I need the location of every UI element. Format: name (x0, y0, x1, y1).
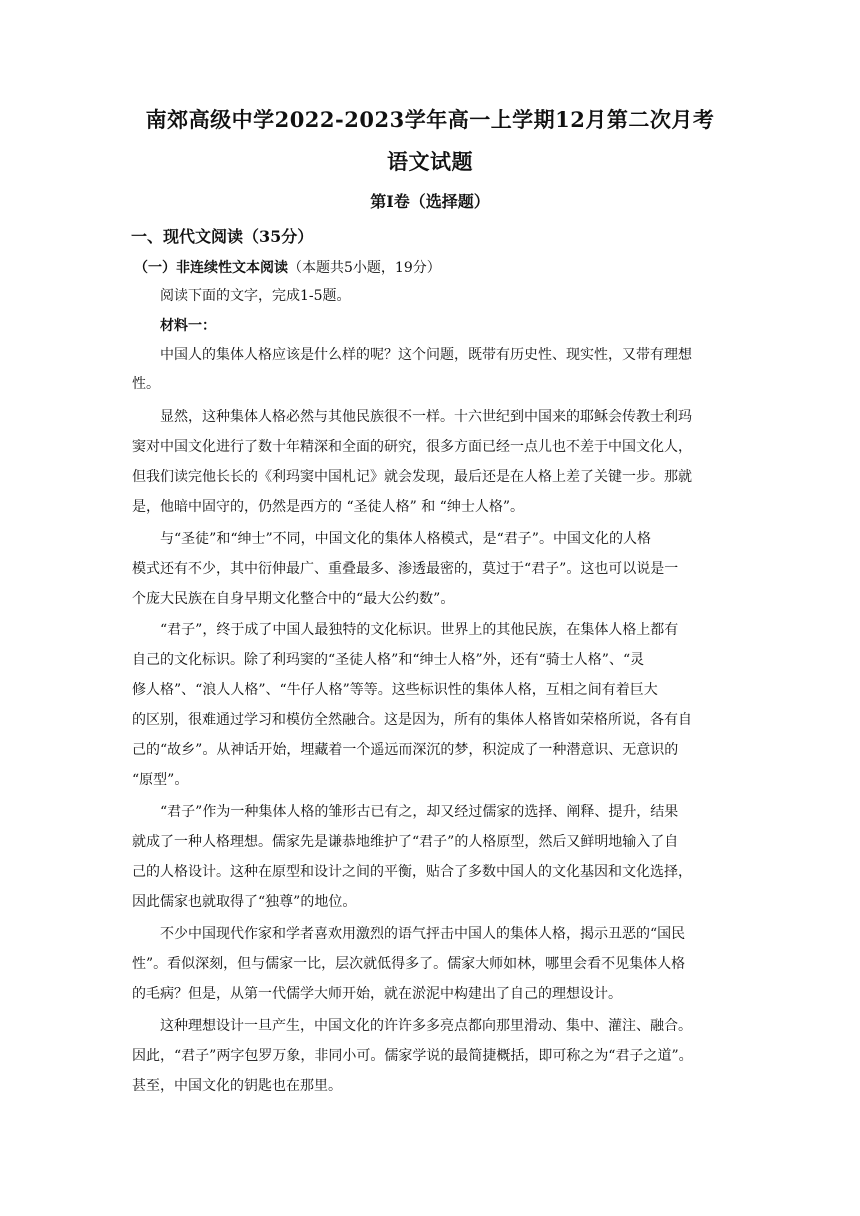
sub-section-note: （本题共5小题，19分） (288, 260, 441, 276)
passage-line: 己的人格设计。这种在原型和设计之间的平衡，贴合了多数中国人的文化基因和文化选择， (132, 864, 692, 880)
passage-line: 不少中国现代作家和学者喜欢用激烈的语气抨击中国人的集体人格，揭示丑恶的“国民 (160, 926, 686, 942)
passage-line: 这种理想设计一旦产生，中国文化的许许多多亮点都向那里滑动、集中、灌注、融合。 (160, 1018, 692, 1034)
passage-line: 是，他暗中固守的，仍然是西方的 “圣徒人格” 和 “绅士人格”。 (132, 499, 524, 515)
passage-line: 中国人的集体人格应该是什么样的呢？这个问题，既带有历史性、现实性，又带有理想 (160, 347, 692, 363)
passage-line: 甚至，中国文化的钥匙也在那里。 (132, 1078, 342, 1094)
passage-line: 自己的文化标识。除了利玛窦的“圣徒人格”和“绅士人格”外，还有“骑士人格”、“灵 (132, 652, 645, 668)
passage-line: “君子”，终于成了中国人最独特的文化标识。世界上的其他民族，在集体人格上都有 (160, 622, 679, 638)
passage-line: 性。 (132, 376, 160, 392)
passage-line: “原型”。 (132, 772, 189, 788)
passage-line: 就成了一种人格理想。儒家先是谦恭地维护了“君子”的人格原型，然后又鲜明地输入了自 (132, 834, 679, 850)
passage-line: 性”。看似深刻，但与儒家一比，层次就低得多了。儒家大师如林，哪里会看不见集体人格 (132, 956, 686, 972)
passage-line: 显然，这种集体人格必然与其他民族很不一样。十六世纪到中国来的耶稣会传教士利玛 (160, 409, 692, 425)
section-heading: 一、现代文阅读（35分） (131, 227, 314, 246)
sub-section-heading (134, 257, 441, 277)
passage-line: 己的“故乡”。从神话开始，埋藏着一个遥远而深沉的梦，积淀成了一种潜意识、无意识的 (132, 742, 679, 758)
exam-subject: 语文试题 (387, 149, 473, 174)
passage-line: 但我们读完他长长的《利玛窦中国札记》就会发现，最后还是在人格上差了关键一步。那就 (132, 469, 692, 485)
passage-line: 模式还有不少，其中衍伸最广、重叠最多、渗透最密的，莫过于“君子”。这也可以说是一 (132, 561, 679, 577)
passage-line: “君子”作为一种集体人格的雏形古已有之，却又经过儒家的选择、阐释、提升，结果 (160, 804, 679, 820)
exam-title: 南郊高级中学2022-2023学年高一上学期12月第二次月考 (145, 107, 715, 132)
passage-line: 的毛病？但是，从第一代儒学大师开始，就在淤泥中构建出了自己的理想设计。 (132, 986, 622, 1002)
passage-line: 因此儒家也就取得了“独尊”的地位。 (132, 894, 357, 910)
material-label: 材料一： (160, 318, 216, 334)
passage-line: 与“圣徒”和“绅士”不同，中国文化的集体人格模式，是“君子”。中国文化的人格 (160, 531, 651, 547)
passage-line: 修人格”、“浪人人格”、“牛仔人格”等等。这些标识性的集体人格，互相之间有着巨大 (132, 682, 658, 698)
instruction-text: 阅读下面的文字，完成1-5题。 (160, 288, 351, 304)
volume-heading: 第Ⅰ卷（选择题） (370, 192, 490, 211)
passage-line: 个庞大民族在自身早期文化整合中的“最大公约数”。 (132, 591, 455, 607)
passage-line: 的区别，很难通过学习和模仿全然融合。这是因为，所有的集体人格皆如荣格所说，各有自 (132, 712, 692, 728)
sub-section-title: （一）非连续性文本阅读 (134, 260, 288, 276)
passage-line: 因此，“君子”两字包罗万象，非同小可。儒家学说的最简捷概括，即可称之为“君子之道”。 (132, 1048, 693, 1064)
passage-line: 窦对中国文化进行了数十年精深和全面的研究，很多方面已经一点儿也不差于中国文化人， (132, 439, 692, 455)
